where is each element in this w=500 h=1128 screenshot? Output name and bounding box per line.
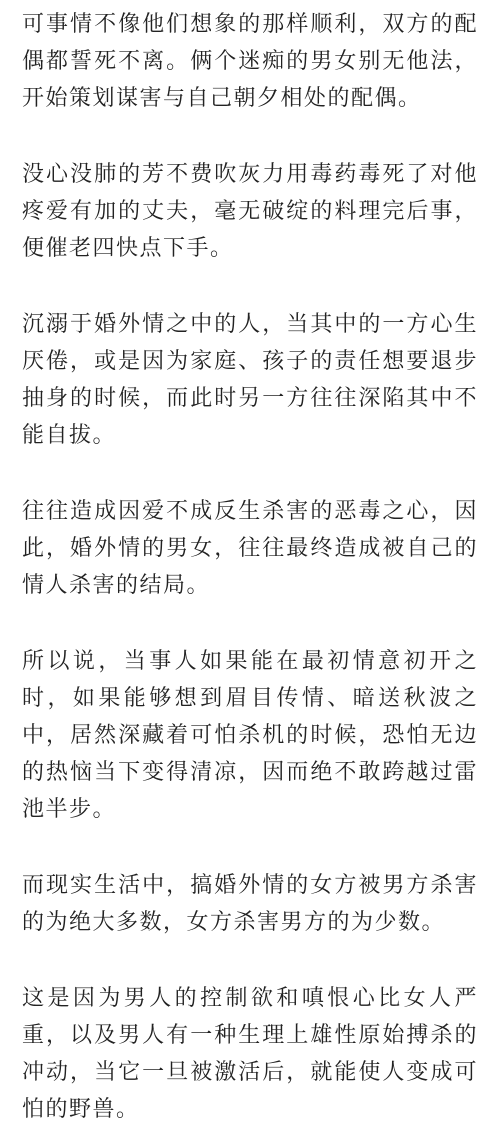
paragraph: 而现实生活中，搞婚外情的女方被男方杀害的为绝大多数，女方杀害男方的为少数。	[22, 873, 478, 935]
paragraph: 沉溺于婚外情之中的人，当其中的一方心生厌倦，或是因为家庭、孩子的责任想要退步抽身的时候，而此时另一方往往深陷其中不能自拔。	[22, 312, 478, 448]
paragraph: 所以说，当事人如果能在最初情意初开之时，如果能够想到眉目传情、暗送秋波之中，居然深藏着可怕杀机的时候，恐怕无边的热恼当下变得清凉，因而绝不敢跨越过雷池半步。	[22, 649, 478, 822]
paragraph: 这是因为男人的控制欲和嗔恨心比女人严重，以及男人有一种生理上雄性原始搏杀的冲动，当它一旦被激活后，就能使人变成可怕的野兽。	[22, 986, 478, 1122]
paragraph: 往往造成因爱不成反生杀害的恶毒之心，因此，婚外情的男女，往往最终造成被自己的情人杀害的结局。	[22, 499, 478, 598]
paragraph: 可事情不像他们想象的那样顺利，双方的配偶都誓死不离。俩个迷痴的男女别无他法，开始策划谋害与自己朝夕相处的配偶。	[22, 12, 478, 111]
paragraph: 没心没肺的芳不费吹灰力用毒药毒死了对他疼爱有加的丈夫，毫无破绽的料理完后事，便催老四快点下手。	[22, 162, 478, 261]
